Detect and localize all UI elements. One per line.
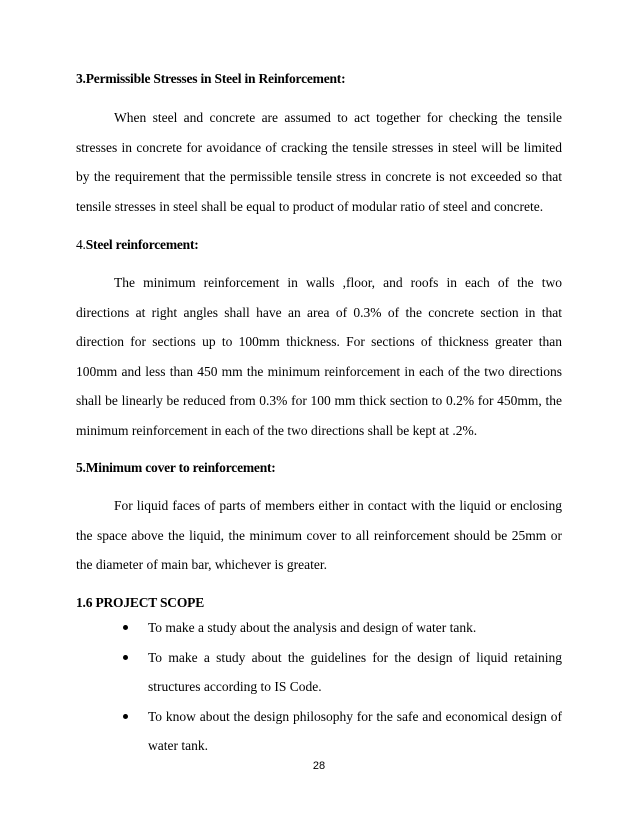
list-item [118,643,562,702]
section-4-heading [76,237,199,253]
list-item [118,613,562,643]
section-5-body: For liquid faces of parts of members either in contact with the liquid or enclosing the space above the liquid, the minimum cover to all reinforcement should be 25mm or the diameter of main bar, whichever is greater. [76,498,562,573]
section-4-title: Steel reinforcement: [85,237,199,252]
list-item-text: To know about the design philosophy for the safe and economical design of water tank. [148,708,562,754]
list-item [118,702,562,761]
bullet-icon [123,714,128,719]
section-4-body: The minimum reinforcement in walls ,floor, and roofs in each of the two directions at right angles shall have an area of 0.3% of the concrete section in that direction for sections up to 100mm thickness. For sections of thickness greater than 100mm and less than 450 mm the minimum reinforcement in each of the two directions shall be linearly be reduced from 0.3% for 100 mm thick section to 0.2% for 450mm, the minimum reinforcement in each of the two directions shall be kept at .2%. [76,275,562,438]
section-5-heading: 5.Minimum cover to reinforcement: [76,460,276,475]
list-item-text: To make a study about the analysis and design of water tank. [148,620,477,635]
bullet-icon [123,655,128,660]
section-3-heading: 3.Permissible Stresses in Steel in Reinforcement: [76,71,346,86]
list-item-text: To make a study about the guidelines for the design of liquid retaining structures according to IS Code. [148,649,562,695]
page-number: 28 [312,760,326,772]
section-4-number: 4. [76,237,86,252]
project-scope-list [118,613,562,761]
section-3-body: When steel and concrete are assumed to act together for checking the tensile stresses in concrete for avoidance of cracking the tensile stresses in steel will be limited by the requirement that the permissible tensile stress in concrete is not exceeded so that tensile stresses in steel shall be equal to product of modular ratio of steel and concrete. [76,110,562,214]
project-scope-heading: 1.6 PROJECT SCOPE [76,595,204,610]
bullet-icon [123,625,128,630]
